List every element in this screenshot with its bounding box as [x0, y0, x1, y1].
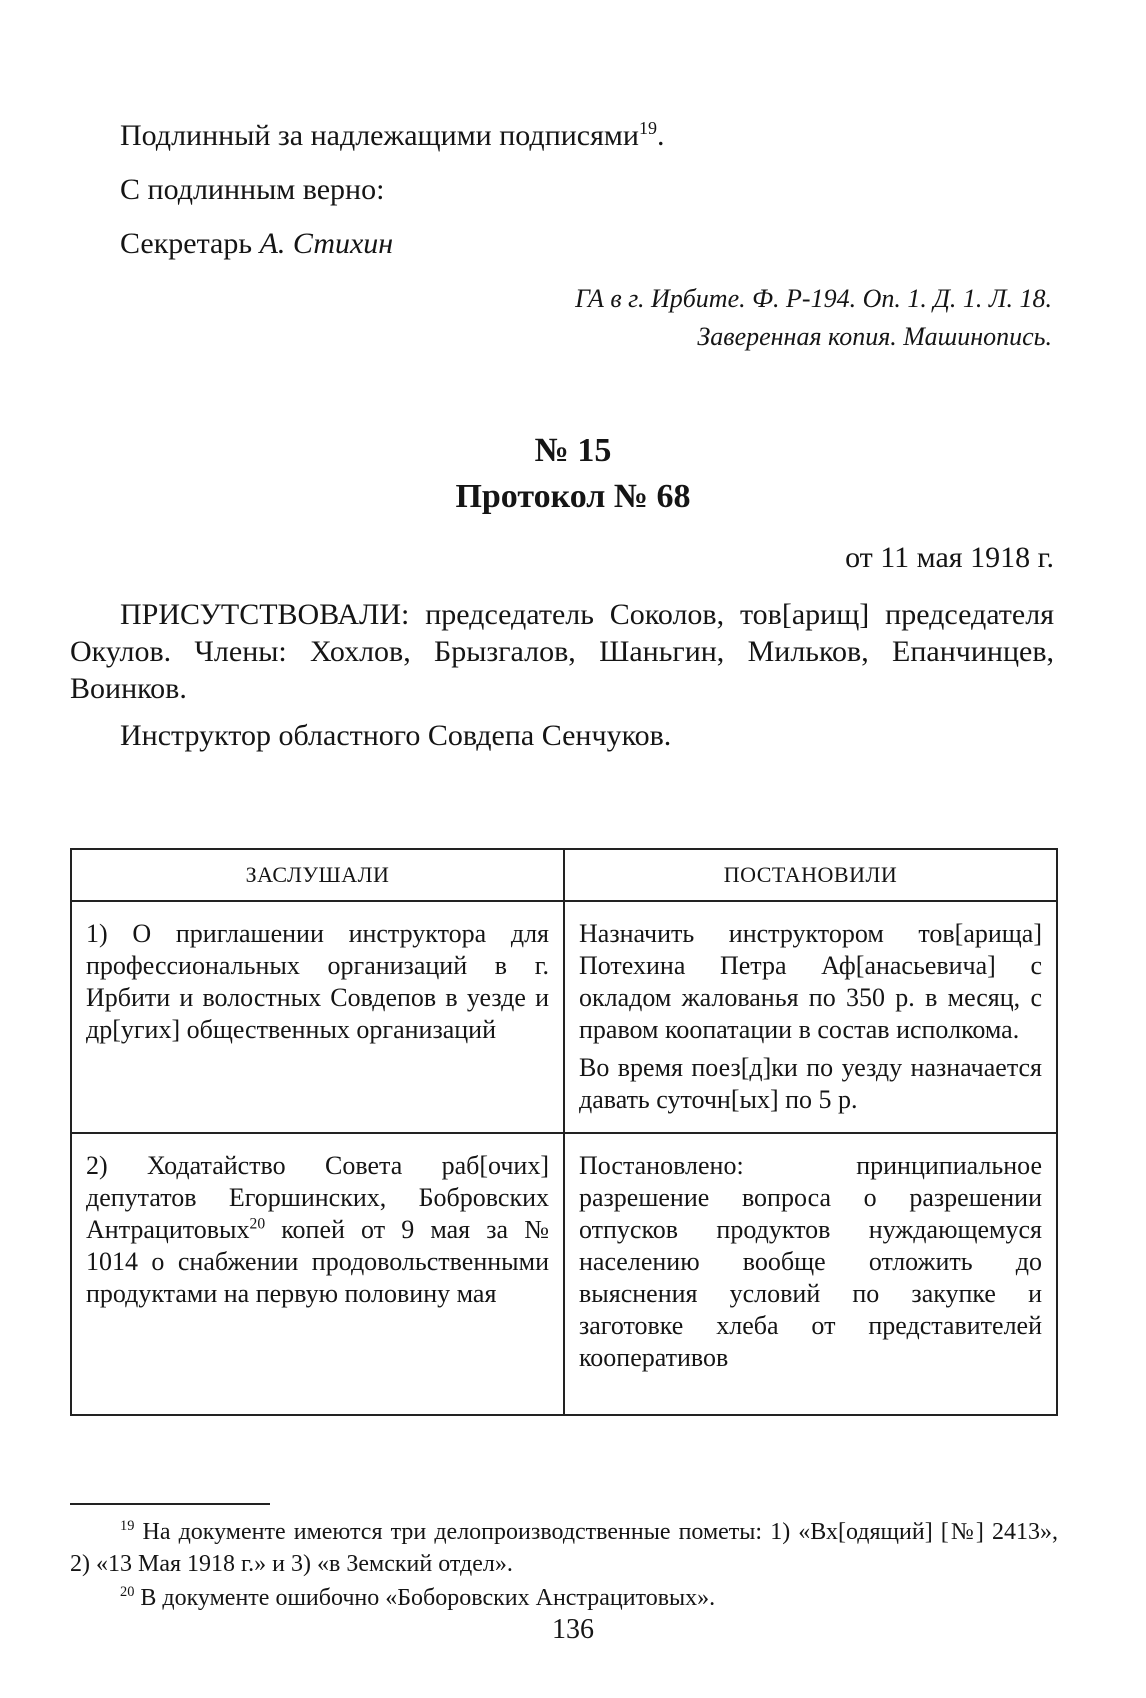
secretary-name: А. Стихин: [259, 227, 394, 260]
secretary-label: Секретарь: [120, 227, 260, 260]
document-title: Протокол № 68: [455, 478, 691, 515]
signature-line: [120, 118, 664, 154]
decided-text: Постановлено: принципиальное разрешение вопроса о разрешении отпусков продуктов нуждающемуся населению вообще отложить до выяснения условий по закупке и заготовке хлеба от представителей кооперативов: [579, 1151, 1042, 1372]
signature-text: Подлинный за надлежащими подписями: [120, 119, 639, 152]
secretary-line: [120, 226, 393, 262]
footnote-number: 19: [120, 1518, 135, 1534]
decided-text-extra: Во время поез[д]ки по уезду назначается давать суточн[ых] по 5 р.: [579, 1053, 1042, 1114]
footnote-ref-19: 19: [638, 118, 657, 138]
page-number: 136: [552, 1614, 594, 1645]
instructor-line: Инструктор областного Совдепа Сенчуков.: [120, 719, 672, 752]
archive-source: ГА в г. Ирбите. Ф. Р-194. Оп. 1. Д. 1. Л. 18.: [575, 284, 1052, 313]
footnote-19: [70, 1516, 1058, 1580]
column-header-decided: ПОСТАНОВИЛИ: [564, 849, 1057, 901]
table-row: [71, 1133, 1057, 1415]
heard-text-part: копей от 9 мая за № 1014 о снабжении продовольственными продуктами на первую половину мая: [86, 1215, 549, 1308]
document-date: от 11 мая 1918 г.: [845, 541, 1054, 574]
heard-text-part: 2) Ходатайство Совета раб[очих] депутатов Егоршинских, Бобровских Антрацитовых: [86, 1151, 549, 1244]
table-header-row: [71, 849, 1057, 901]
footnote-number: 20: [120, 1584, 135, 1600]
footnote-divider: [70, 1503, 270, 1505]
attendance-paragraph: ПРИСУТСТВОВАЛИ: председатель Соколов, тов[арищ] председателя Окулов. Члены: Хохлов, Брызгалов, Шаньгин, Мильков, Епанчинцев, Воинков.: [70, 598, 1054, 705]
table-row: [71, 901, 1057, 1133]
decided-cell: [564, 1133, 1057, 1415]
decided-cell: [564, 901, 1057, 1133]
heard-text: [86, 1150, 549, 1310]
copy-type: Заверенная копия. Машинопись.: [697, 322, 1052, 351]
heard-cell: [71, 1133, 564, 1415]
document-number: № 15: [534, 432, 612, 469]
footnote-text: На документе имеются три делопроизводственные пометы: 1) «Вх[одящий] [№] 2413», 2) «13 Мая 1918 г.» и 3) «в Земский отдел».: [70, 1519, 1058, 1577]
footnote-text: В документе ошибочно «Боборовских Анстрацитовых».: [134, 1585, 716, 1611]
certified-line: С подлинным верно:: [120, 173, 385, 206]
heard-text: 1) О приглашении инструктора для профессиональных организаций в г. Ирбити и волостных Совдепов в уезде и др[угих] общественных организаций: [86, 919, 549, 1044]
decided-text: Назначить инструктором тов[арища] Потехина Петра Аф[анасьевича] с окладом жалованья по 350 р. в месяц, с правом коопатации в состав исполкома.: [579, 919, 1042, 1044]
signature-end: .: [656, 119, 665, 152]
footnote-20: [70, 1582, 1058, 1614]
heard-cell: [71, 901, 564, 1133]
footnote-ref-20: 20: [249, 1215, 266, 1233]
protocol-table: [70, 848, 1058, 1416]
column-header-heard: ЗАСЛУШАЛИ: [71, 849, 564, 901]
